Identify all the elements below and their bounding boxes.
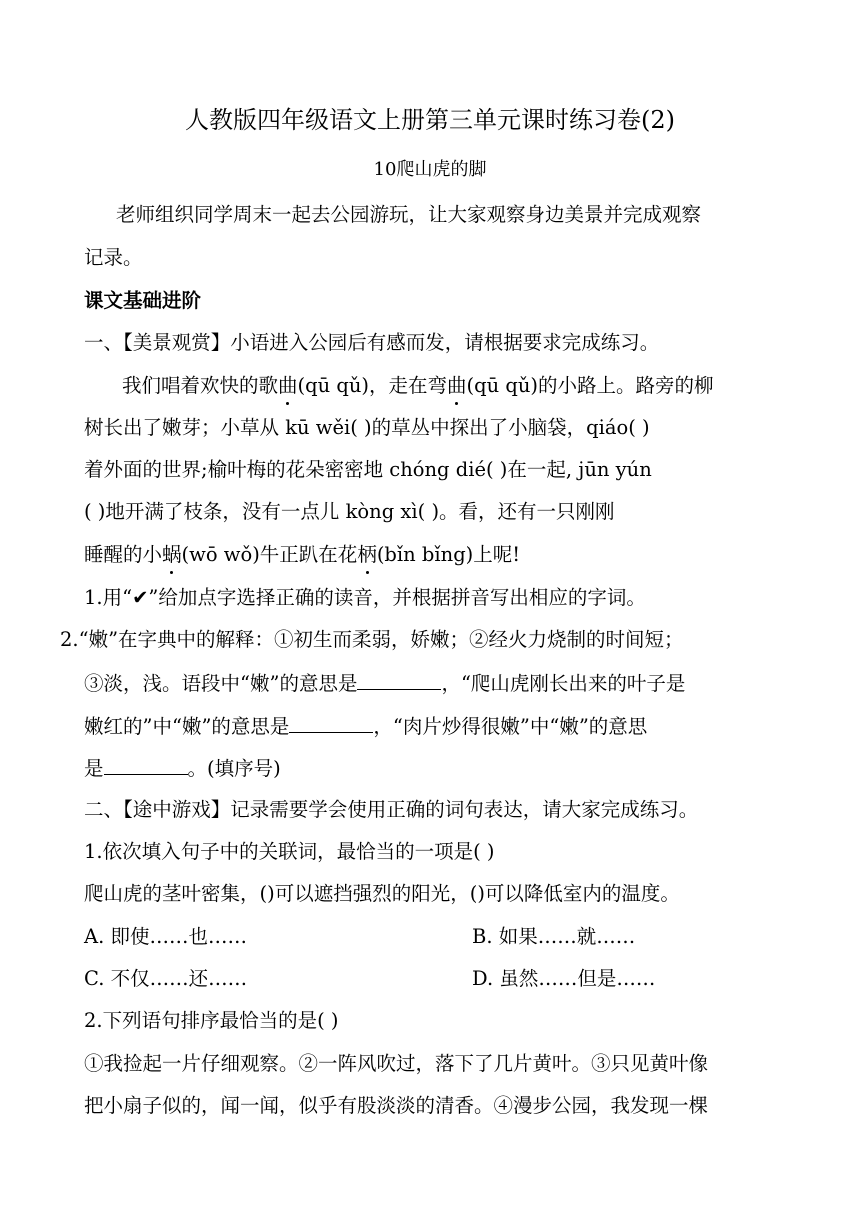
- option-b[interactable]: B. 如果……就……: [472, 925, 636, 948]
- part2-heading: 二、【途中游戏】记录需要学会使用正确的词句表达，请大家完成练习。: [84, 798, 699, 821]
- passage-line-1: [122, 373, 822, 399]
- answer-blank[interactable]: [289, 712, 373, 733]
- question-text: ，“肉片炒得很嫩”中“嫩”的意思: [373, 715, 648, 738]
- dotted-char: 曲: [447, 374, 467, 397]
- passage-line-5: [84, 542, 784, 568]
- passage-text: 我们唱着欢快的歌: [122, 374, 279, 397]
- question-2-2-line-1: ①我捡起一片仔细观察。②一阵风吹过，落下了几片黄叶。③只见黄叶像: [84, 1052, 709, 1075]
- passage-text: (qū qǔ)，走在弯: [297, 374, 448, 397]
- question-1-2-line-2: [84, 669, 784, 697]
- lesson-subtitle: 10爬山虎的脚: [373, 159, 487, 180]
- question-2-1-stem: 1.依次填入句子中的关联词，最恰当的一项是( ): [84, 840, 495, 863]
- question-text: 嫩红的”中“嫩”的意思是: [84, 715, 290, 738]
- intro-line-2: 记录。: [84, 246, 143, 269]
- dotted-char: 蜗: [162, 543, 182, 566]
- dotted-char: 曲: [278, 374, 298, 397]
- passage-line-3: 着外面的世界;榆叶梅的花朵密密地 chóng dié( )在一起, jūn yún: [84, 458, 652, 481]
- worksheet-title: 人教版四年级语文上册第三单元课时练习卷(2): [185, 106, 675, 134]
- option-d[interactable]: D. 虽然……但是……: [472, 967, 656, 990]
- question-text: 是: [84, 757, 104, 780]
- question-text: ③淡，浅。语段中“嫩”的意思是: [84, 672, 358, 695]
- option-c[interactable]: C. 不仅……还……: [84, 967, 248, 990]
- question-1-1: 1.用“✔”给加点字选择正确的读音，并根据拼音写出相应的字词。: [84, 586, 646, 609]
- question-2-2-stem: 2.下列语句排序最恰当的是( ): [84, 1009, 339, 1032]
- passage-line-4: ( )地开满了枝条，没有一点儿 kòng xì( )。看，还有一只刚刚: [84, 500, 615, 523]
- question-2-2-line-2: 把小扇子似的，闻一闻，似乎有股淡淡的清香。④漫步公园，我发现一棵: [84, 1094, 709, 1117]
- passage-line-2: 树长出了嫩芽；小草从 kū wěi( )的草丛中探出了小脑袋，qiáo( ): [84, 416, 650, 439]
- dotted-char: 柄: [357, 543, 377, 566]
- passage-text: 睡醒的小: [84, 543, 163, 566]
- question-2-1-sentence: 爬山虎的茎叶密集，()可以遮挡强烈的阳光，()可以降低室内的温度。: [84, 882, 680, 905]
- intro-line-1: 老师组织同学周末一起去公园游玩，让大家观察身边美景并完成观察: [116, 203, 702, 226]
- question-text: ，“爬山虎刚长出来的叶子是: [441, 672, 686, 695]
- question-1-2-line-4: [84, 754, 784, 782]
- option-a[interactable]: A. 即使……也……: [84, 925, 247, 948]
- answer-blank[interactable]: [104, 754, 188, 775]
- question-text: 。(填序号): [187, 757, 281, 780]
- answer-blank[interactable]: [357, 669, 441, 690]
- passage-text: (qū qǔ)的小路上。路旁的柳: [466, 374, 714, 397]
- question-1-2-line-3: [84, 712, 784, 740]
- passage-text: (bǐn bǐng)上呢!: [376, 543, 521, 566]
- part1-heading: 一、【美景观赏】小语进入公园后有感而发，请根据要求完成练习。: [84, 331, 660, 354]
- section-heading: 课文基础进阶: [84, 289, 202, 312]
- passage-text: (wō wǒ)牛正趴在花: [181, 543, 358, 566]
- question-1-2-line-1: 2.“嫩”在字典中的解释：①初生而柔弱，娇嫩；②经火力烧制的时间短；: [60, 628, 684, 651]
